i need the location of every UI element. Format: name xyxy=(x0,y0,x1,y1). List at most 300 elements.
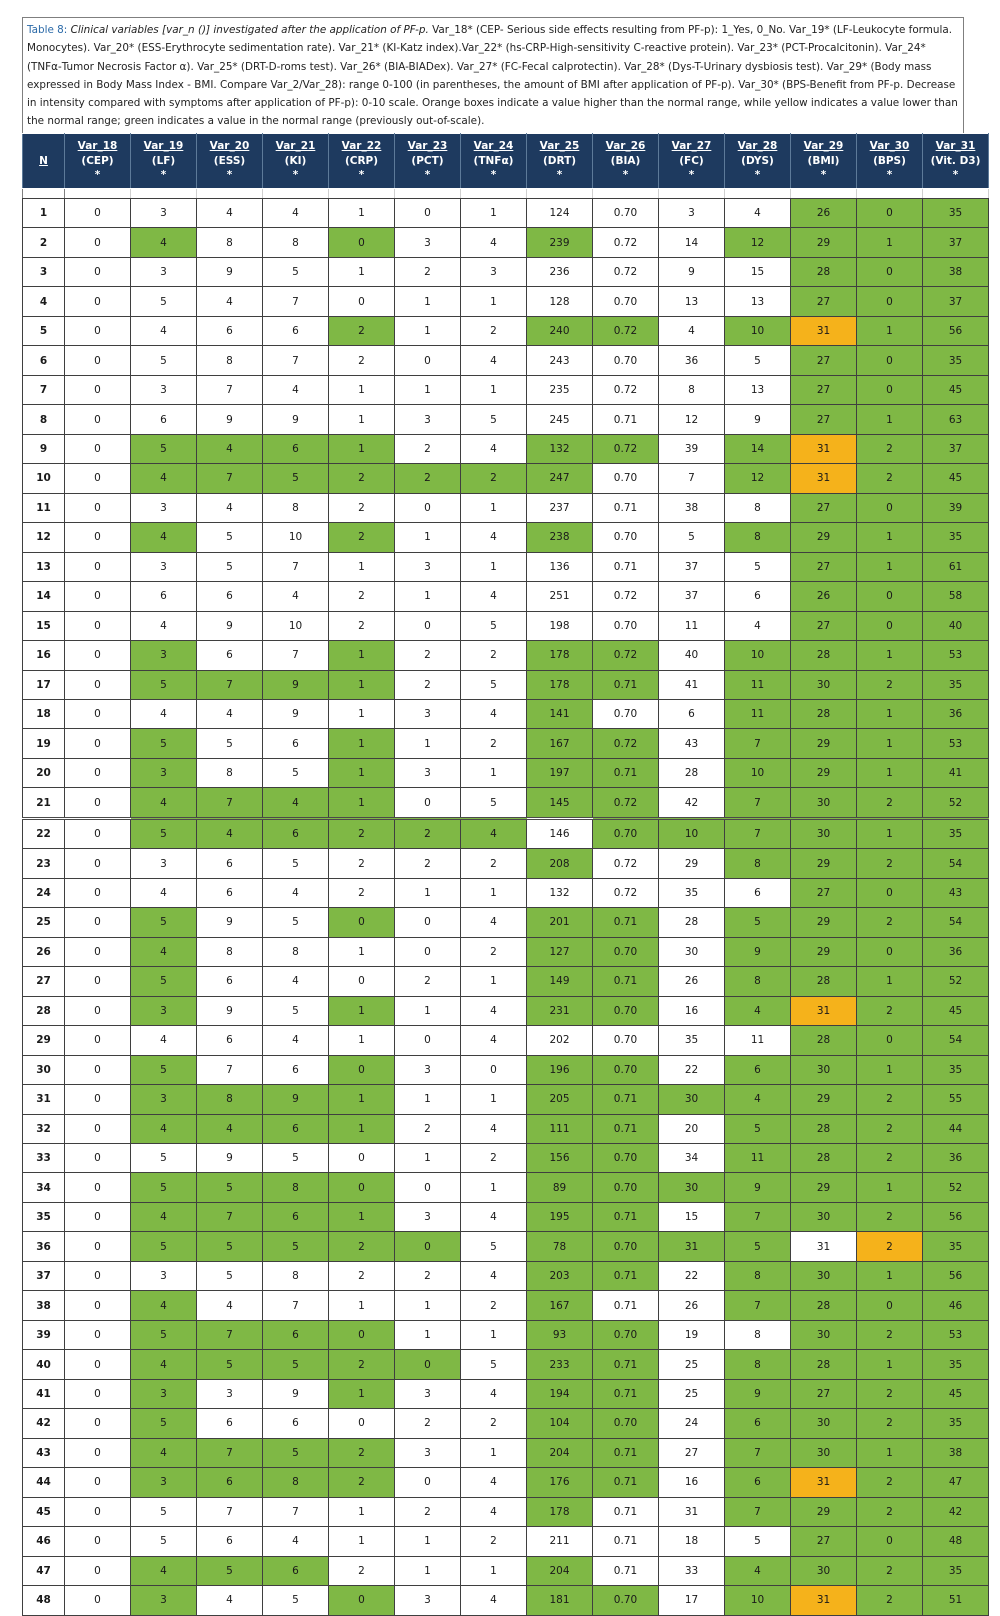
table-cell: 5 xyxy=(725,552,791,581)
table-cell: 2 xyxy=(857,670,923,699)
table-cell: 1 xyxy=(857,405,923,434)
table-cell: 1 xyxy=(395,996,461,1025)
column-header-l1: Var_26 xyxy=(605,140,646,153)
table-cell: 29 xyxy=(791,849,857,878)
table-cell: 6 xyxy=(263,1320,329,1349)
table-cell: 2 xyxy=(329,464,395,493)
table-cell: 1 xyxy=(395,1320,461,1349)
table-cell: 6 xyxy=(197,1468,263,1497)
table-cell: 0.71 xyxy=(593,552,659,581)
table-cell: 34 xyxy=(659,1144,725,1173)
table-cell: 41 xyxy=(659,670,725,699)
table-cell: 1 xyxy=(395,316,461,345)
column-header-l1: Var_29 xyxy=(803,140,844,153)
table-cell: 0.70 xyxy=(593,1586,659,1615)
table-cell: 156 xyxy=(527,1144,593,1173)
table-cell: 4 xyxy=(263,788,329,818)
table-cell: 3 xyxy=(395,1202,461,1231)
table-cell: 0.70 xyxy=(593,937,659,966)
row-number-cell: 35 xyxy=(23,1202,65,1231)
table-cell: 6 xyxy=(197,967,263,996)
table-cell: 5 xyxy=(461,611,527,640)
table-cell: 1 xyxy=(857,1261,923,1290)
table-cell: 247 xyxy=(527,464,593,493)
column-header-l2: (PCT) xyxy=(411,154,444,167)
table-cell: 24 xyxy=(659,1409,725,1438)
table-cell: 6 xyxy=(131,582,197,611)
table-cell: 14 xyxy=(725,434,791,463)
table-cell: 5 xyxy=(197,1261,263,1290)
table-cell: 132 xyxy=(527,878,593,907)
table-cell: 0 xyxy=(65,1144,131,1173)
table-cell: 5 xyxy=(197,1350,263,1379)
table-cell: 0 xyxy=(65,257,131,286)
table-cell: 0 xyxy=(65,316,131,345)
table-cell: 7 xyxy=(197,1055,263,1084)
table-cell: 0 xyxy=(857,1291,923,1320)
table-cell: 8 xyxy=(725,849,791,878)
table-cell: 204 xyxy=(527,1556,593,1585)
table-cell: 2 xyxy=(461,849,527,878)
table-row xyxy=(23,818,989,848)
table-cell: 45 xyxy=(923,375,989,404)
table-cell: 0.70 xyxy=(593,611,659,640)
table-cell: 9 xyxy=(263,699,329,728)
table-cell: 3 xyxy=(395,1586,461,1615)
table-cell: 29 xyxy=(791,523,857,552)
table-cell: 1 xyxy=(329,434,395,463)
table-cell: 5 xyxy=(725,1527,791,1556)
table-cell: 1 xyxy=(461,1556,527,1585)
table-cell: 11 xyxy=(725,1144,791,1173)
table-row xyxy=(23,257,989,286)
table-cell: 8 xyxy=(263,1468,329,1497)
column-header xyxy=(593,134,659,189)
table-cell: 89 xyxy=(527,1173,593,1202)
row-number-cell: 42 xyxy=(23,1409,65,1438)
table-cell: 1 xyxy=(857,699,923,728)
row-number-cell: 1 xyxy=(23,199,65,228)
column-header-l2: (BMI) xyxy=(807,154,840,167)
table-cell: 4 xyxy=(131,523,197,552)
column-header-l1: N xyxy=(39,154,48,167)
table-cell: 0 xyxy=(65,1350,131,1379)
table-cell: 2 xyxy=(857,434,923,463)
table-cell: 0.70 xyxy=(593,1144,659,1173)
table-cell: 4 xyxy=(725,1085,791,1114)
table-cell: 2 xyxy=(857,1114,923,1143)
table-cell: 0 xyxy=(395,1232,461,1261)
table-cell: 0 xyxy=(65,729,131,758)
table-cell: 35 xyxy=(659,878,725,907)
table-cell: 5 xyxy=(131,1527,197,1556)
table-cell: 1 xyxy=(857,641,923,670)
table-cell: 35 xyxy=(923,523,989,552)
table-cell: 2 xyxy=(329,818,395,848)
table-cell: 1 xyxy=(461,1320,527,1349)
table-cell: 1 xyxy=(461,552,527,581)
table-row xyxy=(23,287,989,316)
table-cell: 2 xyxy=(395,670,461,699)
table-cell: 27 xyxy=(791,878,857,907)
table-cell: 4 xyxy=(131,1350,197,1379)
table-cell: 52 xyxy=(923,788,989,818)
table-cell: 0.72 xyxy=(593,228,659,257)
table-cell: 235 xyxy=(527,375,593,404)
table-cell: 38 xyxy=(923,1438,989,1467)
table-cell: 0.70 xyxy=(593,464,659,493)
clinical-variables-table xyxy=(22,133,989,1616)
table-cell: 0 xyxy=(65,464,131,493)
table-cell: 5 xyxy=(263,464,329,493)
table-cell: 0 xyxy=(65,1409,131,1438)
table-cell: 26 xyxy=(791,199,857,228)
table-cell: 4 xyxy=(131,1114,197,1143)
column-header-l2: (FC) xyxy=(679,154,704,167)
table-cell: 5 xyxy=(461,788,527,818)
table-cell: 1 xyxy=(395,582,461,611)
table-cell: 0 xyxy=(329,228,395,257)
table-cell: 240 xyxy=(527,316,593,345)
table-cell: 4 xyxy=(131,1291,197,1320)
table-cell: 1 xyxy=(329,996,395,1025)
table-cell: 5 xyxy=(461,1350,527,1379)
table-cell: 5 xyxy=(263,1438,329,1467)
table-cell: 8 xyxy=(197,228,263,257)
table-cell: 9 xyxy=(197,996,263,1025)
table-row xyxy=(23,937,989,966)
table-cell: 178 xyxy=(527,670,593,699)
table-cell: 12 xyxy=(725,228,791,257)
column-header-l1: Var_24 xyxy=(473,140,514,153)
table-cell: 9 xyxy=(263,405,329,434)
table-cell: 0 xyxy=(395,1026,461,1055)
table-cell: 2 xyxy=(395,967,461,996)
table-cell: 6 xyxy=(131,405,197,434)
spacer-cell xyxy=(725,189,791,199)
table-cell: 0.71 xyxy=(593,1556,659,1585)
column-header-l1: Var_28 xyxy=(737,140,778,153)
table-row xyxy=(23,1527,989,1556)
table-cell: 0 xyxy=(395,611,461,640)
table-cell: 7 xyxy=(263,552,329,581)
column-header-l1: Var_27 xyxy=(671,140,712,153)
table-cell: 2 xyxy=(857,464,923,493)
table-cell: 2 xyxy=(857,908,923,937)
table-cell: 4 xyxy=(725,1556,791,1585)
table-cell: 1 xyxy=(329,1379,395,1408)
table-cell: 2 xyxy=(329,523,395,552)
table-cell: 40 xyxy=(659,641,725,670)
table-cell: 0.71 xyxy=(593,405,659,434)
table-cell: 0.70 xyxy=(593,996,659,1025)
row-number-cell: 2 xyxy=(23,228,65,257)
table-cell: 31 xyxy=(791,434,857,463)
table-cell: 0 xyxy=(395,346,461,375)
table-cell: 6 xyxy=(263,1202,329,1231)
column-header-l3: * xyxy=(886,169,893,182)
table-row xyxy=(23,1379,989,1408)
row-number-cell: 8 xyxy=(23,405,65,434)
table-cell: 0 xyxy=(329,908,395,937)
table-cell: 0.70 xyxy=(593,699,659,728)
table-cell: 0 xyxy=(857,493,923,522)
table-cell: 5 xyxy=(197,729,263,758)
table-cell: 2 xyxy=(857,1085,923,1114)
table-cell: 1 xyxy=(395,523,461,552)
table-cell: 6 xyxy=(263,1556,329,1585)
row-number-cell: 11 xyxy=(23,493,65,522)
table-cell: 54 xyxy=(923,908,989,937)
table-cell: 16 xyxy=(659,1468,725,1497)
table-cell: 48 xyxy=(923,1527,989,1556)
table-cell: 4 xyxy=(197,493,263,522)
table-cell: 4 xyxy=(197,1291,263,1320)
table-cell: 1 xyxy=(857,1438,923,1467)
table-cell: 0 xyxy=(65,1114,131,1143)
column-header xyxy=(395,134,461,189)
column-header xyxy=(725,134,791,189)
table-cell: 6 xyxy=(725,1055,791,1084)
row-number-cell: 36 xyxy=(23,1232,65,1261)
table-row xyxy=(23,1468,989,1497)
table-cell: 6 xyxy=(197,582,263,611)
table-cell: 30 xyxy=(791,1261,857,1290)
table-cell: 1 xyxy=(329,1202,395,1231)
table-cell: 0.70 xyxy=(593,199,659,228)
table-cell: 7 xyxy=(263,641,329,670)
table-cell: 8 xyxy=(197,1085,263,1114)
table-cell: 2 xyxy=(329,316,395,345)
table-cell: 30 xyxy=(791,1055,857,1084)
table-cell: 0.70 xyxy=(593,523,659,552)
table-cell: 30 xyxy=(791,1320,857,1349)
table-cell: 6 xyxy=(263,1409,329,1438)
table-cell: 30 xyxy=(659,937,725,966)
table-cell: 27 xyxy=(791,1527,857,1556)
row-number-cell: 7 xyxy=(23,375,65,404)
table-cell: 208 xyxy=(527,849,593,878)
table-cell: 8 xyxy=(263,228,329,257)
row-number-cell: 20 xyxy=(23,758,65,787)
table-cell: 30 xyxy=(791,670,857,699)
table-cell: 40 xyxy=(923,611,989,640)
table-cell: 5 xyxy=(263,849,329,878)
table-cell: 36 xyxy=(923,937,989,966)
table-cell: 31 xyxy=(791,464,857,493)
table-cell: 5 xyxy=(131,346,197,375)
column-header-l1: Var_22 xyxy=(341,140,382,153)
table-cell: 0.72 xyxy=(593,257,659,286)
table-cell: 36 xyxy=(923,1144,989,1173)
header-spacer xyxy=(23,189,989,199)
table-cell: 4 xyxy=(131,1026,197,1055)
table-cell: 3 xyxy=(395,228,461,257)
table-cell: 0.71 xyxy=(593,1527,659,1556)
row-number-cell: 45 xyxy=(23,1497,65,1526)
table-cell: 0 xyxy=(857,937,923,966)
table-cell: 6 xyxy=(725,1468,791,1497)
table-cell: 0 xyxy=(857,346,923,375)
table-cell: 0.71 xyxy=(593,908,659,937)
table-cell: 9 xyxy=(197,257,263,286)
table-cell: 4 xyxy=(725,611,791,640)
table-cell: 2 xyxy=(857,1232,923,1261)
table-cell: 37 xyxy=(659,582,725,611)
table-cell: 205 xyxy=(527,1085,593,1114)
table-cell: 0.72 xyxy=(593,849,659,878)
table-row xyxy=(23,611,989,640)
table-cell: 0 xyxy=(65,199,131,228)
table-cell: 1 xyxy=(329,699,395,728)
table-cell: 245 xyxy=(527,405,593,434)
table-cell: 4 xyxy=(461,1261,527,1290)
table-cell: 30 xyxy=(659,1173,725,1202)
row-number-cell: 10 xyxy=(23,464,65,493)
table-cell: 2 xyxy=(329,1261,395,1290)
table-cell: 4 xyxy=(131,788,197,818)
table-cell: 29 xyxy=(659,849,725,878)
table-cell: 0.70 xyxy=(593,818,659,848)
table-cell: 1 xyxy=(395,729,461,758)
table-cell: 2 xyxy=(395,1409,461,1438)
table-cell: 7 xyxy=(263,346,329,375)
table-cell: 31 xyxy=(791,996,857,1025)
table-cell: 195 xyxy=(527,1202,593,1231)
table-row xyxy=(23,1055,989,1084)
table-cell: 39 xyxy=(923,493,989,522)
table-cell: 0 xyxy=(857,582,923,611)
table-cell: 0.72 xyxy=(593,316,659,345)
table-cell: 8 xyxy=(725,493,791,522)
table-cell: 54 xyxy=(923,849,989,878)
table-cell: 0 xyxy=(329,287,395,316)
table-cell: 2 xyxy=(857,849,923,878)
table-cell: 1 xyxy=(857,967,923,996)
table-cell: 3 xyxy=(131,257,197,286)
table-cell: 0 xyxy=(329,1320,395,1349)
row-number-cell: 19 xyxy=(23,729,65,758)
table-cell: 197 xyxy=(527,758,593,787)
table-row xyxy=(23,1350,989,1379)
table-cell: 10 xyxy=(263,611,329,640)
table-row xyxy=(23,788,989,818)
table-cell: 61 xyxy=(923,552,989,581)
table-cell: 4 xyxy=(461,1586,527,1615)
table-cell: 2 xyxy=(395,257,461,286)
table-cell: 7 xyxy=(725,818,791,848)
table-cell: 35 xyxy=(923,818,989,848)
table-cell: 53 xyxy=(923,1320,989,1349)
table-cell: 35 xyxy=(923,1232,989,1261)
column-header xyxy=(329,134,395,189)
table-row xyxy=(23,670,989,699)
table-cell: 2 xyxy=(329,849,395,878)
table-cell: 53 xyxy=(923,729,989,758)
table-cell: 5 xyxy=(263,1232,329,1261)
table-cell: 211 xyxy=(527,1527,593,1556)
table-cell: 0 xyxy=(857,287,923,316)
table-cell: 0 xyxy=(329,1173,395,1202)
table-row xyxy=(23,199,989,228)
table-cell: 28 xyxy=(791,641,857,670)
column-header-l2: (Vit. D3) xyxy=(930,154,981,167)
table-cell: 2 xyxy=(329,1556,395,1585)
table-cell: 6 xyxy=(197,849,263,878)
table-cell: 2 xyxy=(329,346,395,375)
table-cell: 3 xyxy=(461,257,527,286)
table-cell: 233 xyxy=(527,1350,593,1379)
table-cell: 25 xyxy=(659,1350,725,1379)
table-cell: 4 xyxy=(725,996,791,1025)
table-cell: 4 xyxy=(263,375,329,404)
column-header xyxy=(659,134,725,189)
table-cell: 167 xyxy=(527,1291,593,1320)
table-cell: 136 xyxy=(527,552,593,581)
row-number-cell: 26 xyxy=(23,937,65,966)
table-cell: 6 xyxy=(197,641,263,670)
table-cell: 4 xyxy=(461,699,527,728)
spacer-cell xyxy=(857,189,923,199)
table-cell: 4 xyxy=(197,434,263,463)
column-header xyxy=(461,134,527,189)
column-header-l1: Var_23 xyxy=(407,140,448,153)
table-cell: 5 xyxy=(263,1350,329,1379)
table-cell: 5 xyxy=(131,967,197,996)
table-cell: 3 xyxy=(131,849,197,878)
table-cell: 29 xyxy=(791,729,857,758)
table-row xyxy=(23,908,989,937)
column-header-l2: (ESS) xyxy=(213,154,246,167)
table-cell: 12 xyxy=(659,405,725,434)
table-cell: 0 xyxy=(65,1527,131,1556)
column-header-l1: Var_21 xyxy=(275,140,316,153)
table-cell: 28 xyxy=(791,1144,857,1173)
table-cell: 231 xyxy=(527,996,593,1025)
table-cell: 0.71 xyxy=(593,1350,659,1379)
table-cell: 8 xyxy=(725,967,791,996)
table-cell: 27 xyxy=(791,1379,857,1408)
table-cell: 1 xyxy=(461,375,527,404)
column-header-l1: Var_19 xyxy=(143,140,184,153)
table-cell: 2 xyxy=(395,464,461,493)
table-cell: 127 xyxy=(527,937,593,966)
table-cell: 7 xyxy=(263,1291,329,1320)
table-cell: 2 xyxy=(329,1350,395,1379)
table-cell: 1 xyxy=(395,287,461,316)
table-row xyxy=(23,1026,989,1055)
column-header-l1: Var_25 xyxy=(539,140,580,153)
table-cell: 5 xyxy=(263,996,329,1025)
table-cell: 27 xyxy=(659,1438,725,1467)
table-cell: 9 xyxy=(197,405,263,434)
table-cell: 1 xyxy=(857,523,923,552)
table-cell: 0.72 xyxy=(593,375,659,404)
table-cell: 35 xyxy=(923,1556,989,1585)
table-cell: 128 xyxy=(527,287,593,316)
table-cell: 14 xyxy=(659,228,725,257)
table-cell: 6 xyxy=(263,1055,329,1084)
table-cell: 11 xyxy=(725,1026,791,1055)
table-row xyxy=(23,1497,989,1526)
table-cell: 0 xyxy=(65,908,131,937)
spacer-cell xyxy=(923,189,989,199)
table-cell: 1 xyxy=(857,1055,923,1084)
table-cell: 8 xyxy=(725,1261,791,1290)
table-cell: 10 xyxy=(725,1586,791,1615)
table-cell: 3 xyxy=(395,1438,461,1467)
table-cell: 2 xyxy=(395,434,461,463)
